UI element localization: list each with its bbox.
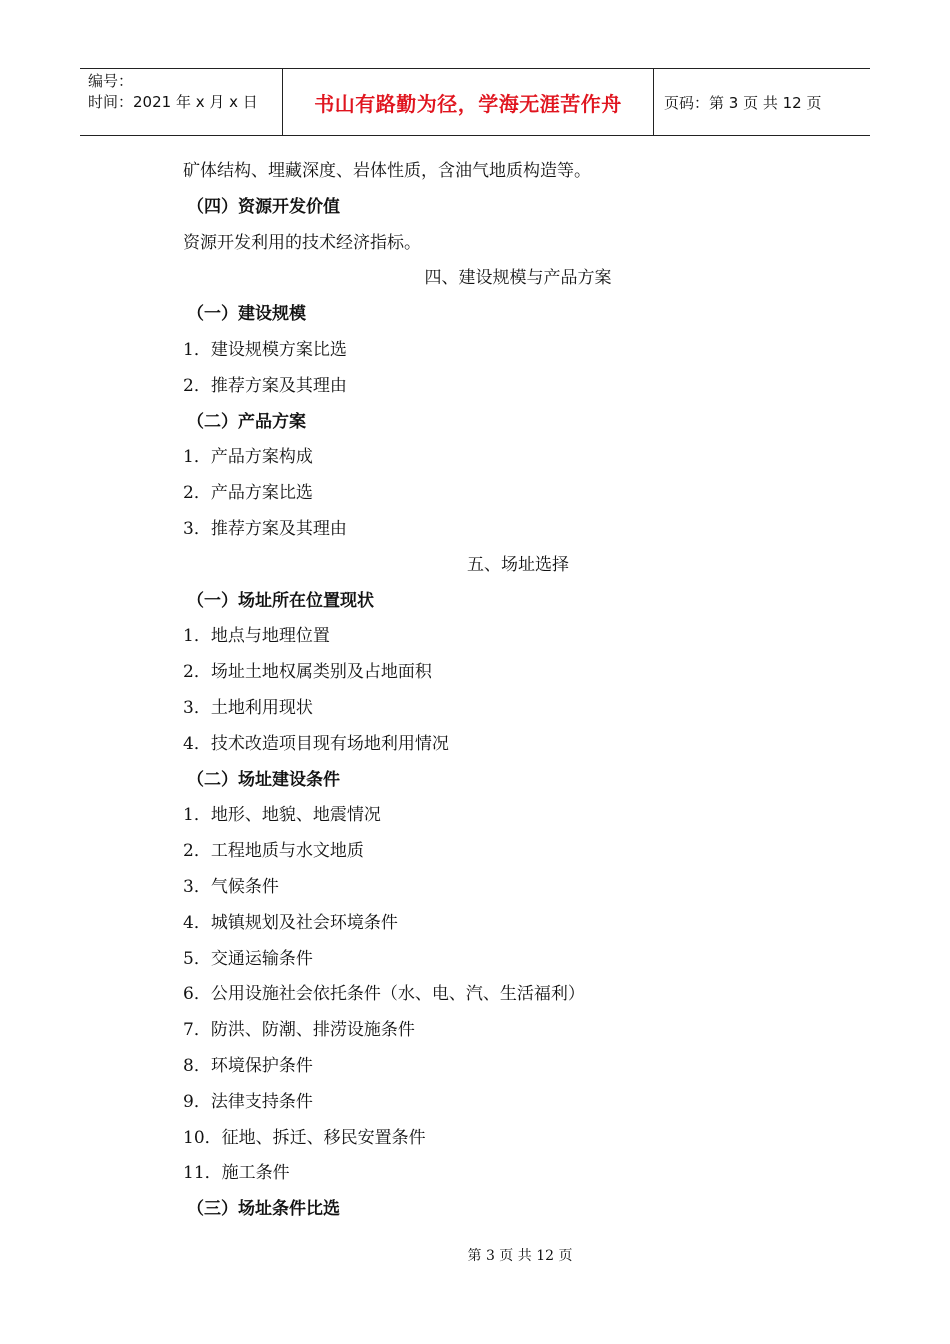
section-heading: （四）资源开发价值	[187, 196, 340, 217]
body-line: 11．施工条件	[183, 1163, 290, 1184]
body-line: 3．气候条件	[183, 876, 279, 897]
body-line: 3．推荐方案及其理由	[183, 518, 347, 539]
body-line: 9．法律支持条件	[183, 1091, 313, 1112]
chapter-heading: 五、场址选择	[467, 554, 569, 575]
header-meta-cell	[80, 69, 283, 135]
document-body	[183, 154, 823, 1228]
body-line: 10．征地、拆迁、移民安置条件	[183, 1127, 426, 1148]
section-heading: （三）场址条件比选	[187, 1199, 340, 1220]
body-line: 5．交通运输条件	[183, 948, 313, 969]
body-line: 1．建设规模方案比选	[183, 339, 347, 360]
page-footer	[0, 1245, 950, 1265]
document-date-label: 时间：2021 年 x 月 x 日	[88, 93, 258, 111]
header-page-info: 页码：第 3 页 共 12 页	[664, 93, 822, 112]
header-motto: 书山有路勤为径，学海无涯苦作舟	[314, 91, 622, 116]
footer-page-number: 第 3 页 共 12 页	[467, 1248, 573, 1264]
body-line: 7．防洪、防潮、排涝设施条件	[183, 1020, 415, 1041]
section-heading: （一）场址所在位置现状	[187, 590, 374, 611]
body-line: 4．技术改造项目现有场地利用情况	[183, 733, 449, 754]
body-line: 3．土地利用现状	[183, 697, 313, 718]
chapter-heading: 四、建设规模与产品方案	[424, 268, 612, 289]
section-heading: （二）产品方案	[187, 411, 306, 432]
body-line: 1．产品方案构成	[183, 447, 313, 468]
page-header	[80, 68, 870, 136]
body-line: 4．城镇规划及社会环境条件	[183, 912, 398, 933]
header-motto-cell	[283, 69, 654, 135]
body-line: 1．地点与地理位置	[183, 626, 330, 647]
body-line: 2．工程地质与水文地质	[183, 841, 364, 862]
body-line: 2．推荐方案及其理由	[183, 375, 347, 396]
body-line: 1．地形、地貌、地震情况	[183, 805, 381, 826]
body-line: 2．场址土地权属类别及占地面积	[183, 662, 432, 683]
section-heading: （二）场址建设条件	[187, 769, 340, 790]
body-line: 8．环境保护条件	[183, 1055, 313, 1076]
body-line: 6．公用设施社会依托条件（水、电、汽、生活福利）	[183, 984, 585, 1005]
body-line: 矿体结构、埋藏深度、岩体性质，含油气地质构造等。	[183, 161, 591, 181]
section-heading: （一）建设规模	[187, 304, 306, 325]
document-number-label: 编号：	[88, 72, 134, 90]
body-line: 2．产品方案比选	[183, 483, 313, 504]
body-line: 资源开发利用的技术经济指标。	[183, 232, 421, 253]
header-page-cell	[654, 69, 870, 135]
